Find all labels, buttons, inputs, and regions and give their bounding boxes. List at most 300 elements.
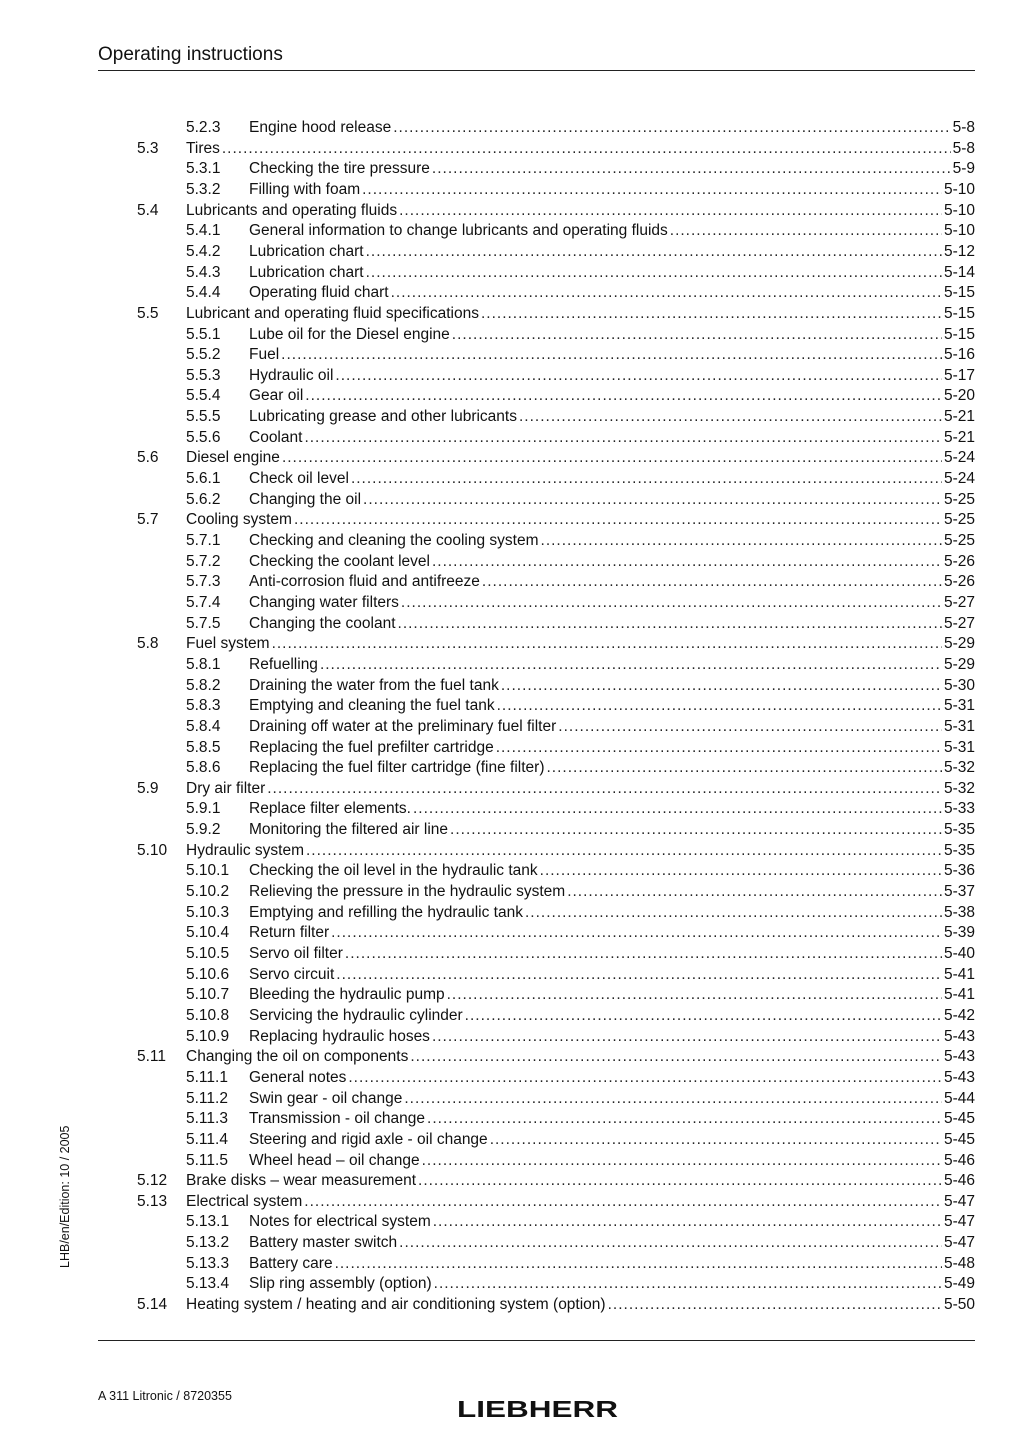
toc-entry[interactable] [0,965,1024,985]
toc-entry-title: Replacing hydraulic hoses [249,1027,430,1045]
toc-entry[interactable] [0,1068,1024,1088]
toc-entry[interactable] [0,1233,1024,1253]
toc-entry[interactable] [0,1047,1024,1067]
toc-entry[interactable] [0,655,1024,675]
toc-entry-line [249,221,975,241]
toc-entry-number: 5.10.3 [186,903,230,921]
toc-entry-page: 5-25 [943,511,975,529]
toc-entry-number: 5.3 [137,139,159,157]
toc-leader-dots [331,923,942,943]
toc-leader-dots [418,1171,942,1191]
toc-entry[interactable] [0,738,1024,758]
toc-entry-number: 5.8 [137,635,159,653]
toc-entry-number: 5.8.6 [186,759,221,777]
toc-leader-dots [335,366,942,386]
toc-entry-page: 5-39 [943,924,975,942]
toc-entry[interactable] [0,159,1024,179]
toc-entry-title: Emptying and cleaning the fuel tank [249,697,495,715]
toc-entry-number: 5.10.8 [186,1006,230,1024]
toc-entry-title: Diesel engine [186,449,280,467]
toc-entry[interactable] [0,180,1024,200]
toc-entry-line [186,139,975,159]
toc-entry-title: Bleeding the hydraulic pump [249,986,445,1004]
toc-entry-number: 5.10.4 [186,924,230,942]
toc-entry-line [249,944,975,964]
toc-entry-page: 5-45 [943,1130,975,1148]
toc-entry-page: 5-38 [943,903,975,921]
toc-entry[interactable] [0,283,1024,303]
toc-entry-title: Cooling system [186,511,292,529]
toc-leader-dots [272,634,942,654]
toc-entry-line [249,1254,975,1274]
toc-entry-title: Filling with foam [249,180,361,198]
toc-leader-dots [336,965,942,985]
toc-entry[interactable] [0,572,1024,592]
toc-entry-page: 5-29 [943,655,975,673]
toc-entry-number: 5.4 [137,201,159,219]
toc-entry-number: 5.13 [137,1192,168,1210]
toc-entry-number: 5.9.2 [186,821,221,839]
toc-entry-number: 5.5.6 [186,428,221,446]
toc-entry-page: 5-35 [943,841,975,859]
toc-leader-dots [399,201,942,221]
toc-entry-page: 5-43 [943,1068,975,1086]
toc-entry[interactable] [0,696,1024,716]
toc-entry-number: 5.6 [137,449,159,467]
toc-leader-dots [267,779,942,799]
toc-entry[interactable] [0,531,1024,551]
toc-entry[interactable] [0,593,1024,613]
toc-entry-page: 5-16 [943,346,975,364]
toc-entry-title: Coolant [249,428,303,446]
toc-entry-number: 5.6.1 [186,470,221,488]
toc-entry-number: 5.5.3 [186,366,221,384]
toc-entry-line [249,1027,975,1047]
toc-entry-page: 5-10 [943,180,975,198]
toc-leader-dots [363,490,942,510]
toc-entry-number: 5.13.4 [186,1275,230,1293]
toc-entry-number: 5.9.1 [186,800,221,818]
toc-leader-dots [366,242,942,262]
toc-entry[interactable] [0,1089,1024,1109]
toc-entry[interactable] [0,386,1024,406]
toc-entry[interactable] [0,820,1024,840]
toc-entry-page: 5-27 [943,593,975,611]
toc-entry-number: 5.10.1 [186,862,230,880]
toc-entry-line [249,985,975,1005]
toc-entry-title: Checking the oil level in the hydraulic tank [249,862,538,880]
toc-entry-line [249,283,975,303]
toc-leader-dots [399,1233,942,1253]
toc-entry-page: 5-47 [943,1234,975,1252]
toc-entry[interactable] [0,366,1024,386]
toc-leader-dots [465,1006,942,1026]
toc-entry-number: 5.11.4 [186,1130,228,1148]
toc-entry-page: 5-47 [943,1192,975,1210]
toc-entry-line [249,799,975,819]
toc-entry-line [186,1171,975,1191]
toc-entry-number: 5.7.5 [186,614,221,632]
toc-entry-title: Engine hood release [249,119,392,136]
toc-leader-dots [490,1130,942,1150]
toc-entry-number: 5.10.7 [186,986,230,1004]
toc-entry-number: 5.10.9 [186,1027,230,1045]
toc-entry-page: 5-10 [943,201,975,219]
toc-entry-number: 5.3.2 [186,180,221,198]
toc-entry-number: 5.7.4 [186,593,221,611]
toc-entry-line [249,1109,975,1129]
toc-entry-page: 5-17 [943,366,975,384]
toc-entry-page: 5-27 [943,614,975,632]
toc-entry-line [186,841,975,861]
toc-entry-number: 5.11.3 [186,1110,228,1128]
toc-entry-line [249,903,975,923]
toc-entry-page: 5-8 [952,119,975,136]
toc-entry-title: Changing the coolant [249,614,396,632]
toc-leader-dots [413,799,942,819]
toc-entry[interactable] [0,345,1024,365]
toc-entry-line [249,386,975,406]
toc-entry-line [186,634,975,654]
toc-entry[interactable] [0,242,1024,262]
toc-leader-dots [427,1109,942,1129]
toc-entry-title: Replace filter elements. [249,800,411,818]
toc-entry[interactable] [0,923,1024,943]
toc-entry-line [249,1151,975,1171]
toc-leader-dots [497,696,942,716]
toc-leader-dots [433,1212,942,1232]
toc-entry-line [186,779,975,799]
toc-entry[interactable] [0,882,1024,902]
toc-entry[interactable] [0,861,1024,881]
toc-entry-title: Changing the oil on components [186,1048,409,1066]
toc-entry-number: 5.4.2 [186,242,221,260]
toc-entry-title: Lubrication chart [249,263,364,281]
toc-entry-line [249,923,975,943]
toc-entry[interactable] [0,407,1024,427]
toc-entry-title: Slip ring assembly (option) [249,1275,432,1293]
toc-leader-dots [447,985,942,1005]
toc-entry[interactable] [0,552,1024,572]
toc-entry-line [249,758,975,778]
toc-entry-title: Check oil level [249,470,349,488]
toc-entry-title: Hydraulic oil [249,366,334,384]
toc-entry[interactable] [0,118,1024,138]
toc-entry-title: Return filter [249,924,330,942]
toc-entry-number: 5.7 [137,511,159,529]
toc-leader-dots [222,139,951,159]
liebherr-logo [456,1398,619,1420]
toc-entry-page: 5-41 [943,986,975,1004]
toc-entry[interactable] [0,469,1024,489]
toc-entry-line [186,448,975,468]
toc-entry-line [249,1274,975,1294]
toc-leader-dots [320,655,942,675]
toc-entry-title: General information to change lubricants and operating fluids [249,222,668,240]
toc-entry-number: 5.8.1 [186,655,221,673]
toc-entry-line [249,655,975,675]
toc-entry[interactable] [0,779,1024,799]
toc-entry-number: 5.5 [137,304,159,322]
toc-entry[interactable] [0,717,1024,737]
logo-text: LIEBHERR [457,1398,619,1420]
toc-entry-number: 5.9 [137,779,159,797]
toc-leader-dots [348,1068,942,1088]
toc-entry-title: General notes [249,1068,347,1086]
toc-entry-page: 5-15 [943,304,975,322]
toc-entry-page: 5-31 [943,717,975,735]
toc-entry-line [249,1068,975,1088]
toc-entry[interactable] [0,448,1024,468]
toc-entry-title: Operating fluid chart [249,284,389,302]
toc-entry[interactable] [0,1274,1024,1294]
toc-entry-number: 5.10 [137,841,168,859]
toc-leader-dots [547,758,942,778]
toc-entry-number: 5.13.3 [186,1254,230,1272]
toc-entry-number: 5.8.5 [186,738,221,756]
toc-entry-page: 5-47 [943,1213,975,1231]
toc-entry-number: 5.11.5 [186,1151,228,1169]
toc-entry-title: Electrical system [186,1192,303,1210]
toc-entry[interactable] [0,1130,1024,1150]
toc-entry-line [249,159,975,179]
toc-entry[interactable] [0,263,1024,283]
toc-entry[interactable] [0,634,1024,654]
toc-entry-page: 5-24 [943,470,975,488]
toc-entry[interactable] [0,1254,1024,1274]
toc-leader-dots [558,717,942,737]
toc-entry[interactable] [0,1192,1024,1212]
toc-entry-title: Checking the coolant level [249,552,430,570]
toc-entry[interactable] [0,325,1024,345]
toc-leader-dots [541,531,942,551]
toc-entry-number: 5.5.1 [186,325,221,343]
header-divider [98,70,975,71]
toc-entry[interactable] [0,944,1024,964]
toc-entry-page: 5-26 [943,573,975,591]
toc-entry-line [249,469,975,489]
toc-entry-page: 5-40 [943,945,975,962]
toc-leader-dots [335,1254,942,1274]
toc-entry[interactable] [0,841,1024,861]
toc-leader-dots [282,448,942,468]
toc-entry-line [249,552,975,572]
toc-entry-page: 5-30 [943,676,975,694]
toc-leader-dots [362,180,942,200]
toc-entry-line [249,531,975,551]
toc-entry-page: 5-25 [943,490,975,508]
toc-entry-number: 5.11 [137,1048,167,1066]
toc-leader-dots [410,1047,942,1067]
toc-entry-title: Lubricants and operating fluids [186,201,398,219]
toc-entry-title: Notes for electrical system [249,1213,431,1231]
toc-entry-line [249,717,975,737]
toc-entry-number: 5.3.1 [186,160,221,178]
toc-entry[interactable] [0,201,1024,221]
toc-entry-page: 5-10 [943,222,975,240]
toc-entry-title: Servo circuit [249,965,335,983]
toc-entry[interactable] [0,1212,1024,1232]
toc-entry-line [249,861,975,881]
toc-leader-dots [294,510,942,530]
toc-entry[interactable] [0,799,1024,819]
toc-entry-title: Dry air filter [186,779,266,797]
toc-entry[interactable] [0,614,1024,634]
toc-entry-title: Lube oil for the Diesel engine [249,325,450,343]
toc-leader-dots [481,304,942,324]
toc-entry-title: Lubricating grease and other lubricants [249,408,517,426]
toc-entry-number: 5.12 [137,1172,168,1190]
toc-leader-dots [567,882,942,902]
toc-entry-title: Servicing the hydraulic cylinder [249,1006,463,1024]
toc-entry[interactable] [0,1027,1024,1047]
toc-entry[interactable] [0,985,1024,1005]
page-title: Operating instructions [98,44,283,65]
toc-leader-dots [434,1274,942,1294]
toc-entry-line [249,820,975,840]
toc-entry-page: 5-24 [943,449,975,467]
toc-entry-page: 5-45 [943,1110,975,1128]
toc-leader-dots [281,345,942,365]
edition-note: LHB/en/Edition: 10 / 2005 [58,1125,72,1268]
toc-entry-title: Fuel system [186,635,270,653]
toc-entry-title: Battery care [249,1254,333,1272]
toc-entry[interactable] [0,1295,1024,1315]
toc-leader-dots [608,1295,942,1315]
toc-entry-line [249,407,975,427]
toc-entry-page: 5-35 [943,821,975,839]
toc-entry-title: Emptying and refilling the hydraulic tank [249,903,523,921]
toc-entry-page: 5-31 [943,738,975,756]
toc-entry-number: 5.5.2 [186,346,221,364]
toc-entry-title: Wheel head – oil change [249,1151,420,1169]
toc-entry[interactable] [0,139,1024,159]
toc-entry-page: 5-15 [943,325,975,343]
toc-entry-line [249,325,975,345]
toc-entry-line [249,242,975,262]
toc-entry[interactable] [0,221,1024,241]
toc-entry-page: 5-31 [943,697,975,715]
toc-entry-line [249,345,975,365]
toc-entry-line [249,180,975,200]
toc-entry-page: 5-12 [943,242,975,260]
toc-entry[interactable] [0,1151,1024,1171]
toc-entry-line [186,201,975,221]
toc-entry-line [249,1089,975,1109]
toc-entry-line [186,1047,975,1067]
toc-entry-page: 5-20 [943,387,975,405]
toc-entry[interactable] [0,1006,1024,1026]
toc-leader-dots [496,738,942,758]
toc-entry-line [249,593,975,613]
toc-entry-title: Anti-corrosion fluid and antifreeze [249,573,480,591]
toc-leader-dots [366,263,942,283]
toc-leader-dots [401,593,942,613]
toc-entry-title: Changing water filters [249,593,399,611]
toc-entry-title: Draining the water from the fuel tank [249,676,499,694]
toc-entry-number: 5.4.3 [186,263,221,281]
toc-entry-number: 5.8.2 [186,676,221,694]
toc-entry-page: 5-15 [943,284,975,302]
toc-entry-page: 5-48 [943,1254,975,1272]
toc-entry-number: 5.10.5 [186,945,230,962]
toc-entry-line [249,490,975,510]
toc-entry-title: Refuelling [249,655,318,673]
toc-entry-line [249,965,975,985]
toc-entry-number: 5.4.4 [186,284,221,302]
footer-model-number: A 311 Litronic / 8720355 [98,1389,232,1403]
toc-entry-title: Transmission - oil change [249,1110,426,1128]
toc-entry-title: Battery master switch [249,1234,398,1252]
toc-entry-line [249,1006,975,1026]
toc-leader-dots [306,841,942,861]
toc-entry-page: 5-49 [943,1275,975,1293]
toc-entry-line [249,696,975,716]
toc-entry-page: 5-32 [943,759,975,777]
toc-entry-page: 5-42 [943,1006,975,1024]
toc-entry-line [249,882,975,902]
toc-leader-dots [540,861,942,881]
toc-entry-line [186,1192,975,1212]
toc-entry-page: 5-26 [943,552,975,570]
toc-entry-line [186,304,975,324]
toc-entry-page: 5-32 [943,779,975,797]
toc-entry-page: 5-36 [943,862,975,880]
toc-entry-line [249,366,975,386]
toc-entry-line [249,1130,975,1150]
toc-entry-line [249,676,975,696]
toc-entry-number: 5.7.1 [186,532,221,549]
toc-entry-number: 5.7.3 [186,573,221,591]
toc-entry-title: Fuel [249,346,280,364]
toc-leader-dots [391,283,942,303]
toc-leader-dots [501,676,942,696]
toc-entry-title: Tires [186,139,220,157]
toc-entry[interactable] [0,490,1024,510]
toc-entry-line [249,428,975,448]
toc-entry-page: 5-21 [943,408,975,426]
toc-leader-dots [304,1192,942,1212]
toc-entry-line [186,510,975,530]
toc-leader-dots [404,1089,942,1109]
toc-entry[interactable] [0,903,1024,923]
toc-entry-page: 5-8 [952,139,975,157]
toc-entry[interactable] [0,676,1024,696]
toc-entry-number: 5.8.4 [186,717,221,735]
toc-entry[interactable] [0,1171,1024,1191]
toc-entry-page: 5-29 [943,635,975,653]
toc-entry[interactable] [0,758,1024,778]
toc-entry-number: 5.2.3 [186,119,221,136]
toc-entry-title: Steering and rigid axle - oil change [249,1130,488,1148]
toc-entry-line [249,738,975,758]
toc-entry-number: 5.7.2 [186,552,221,570]
toc-entry-title: Hydraulic system [186,841,304,859]
toc-leader-dots [432,552,942,572]
toc-entry[interactable] [0,510,1024,530]
toc-entry[interactable] [0,304,1024,324]
toc-entry-number: 5.5.5 [186,408,221,426]
toc-entry-line [249,263,975,283]
toc-entry-page: 5-44 [943,1089,975,1107]
toc-entry[interactable] [0,1109,1024,1129]
toc-entry-page: 5-46 [943,1172,975,1190]
toc-entry[interactable] [0,428,1024,448]
toc-leader-dots [670,221,942,241]
toc-entry-line [249,1233,975,1253]
toc-entry-title: Replacing the fuel prefilter cartridge [249,738,494,756]
toc-entry-title: Lubricant and operating fluid specifications [186,304,479,322]
